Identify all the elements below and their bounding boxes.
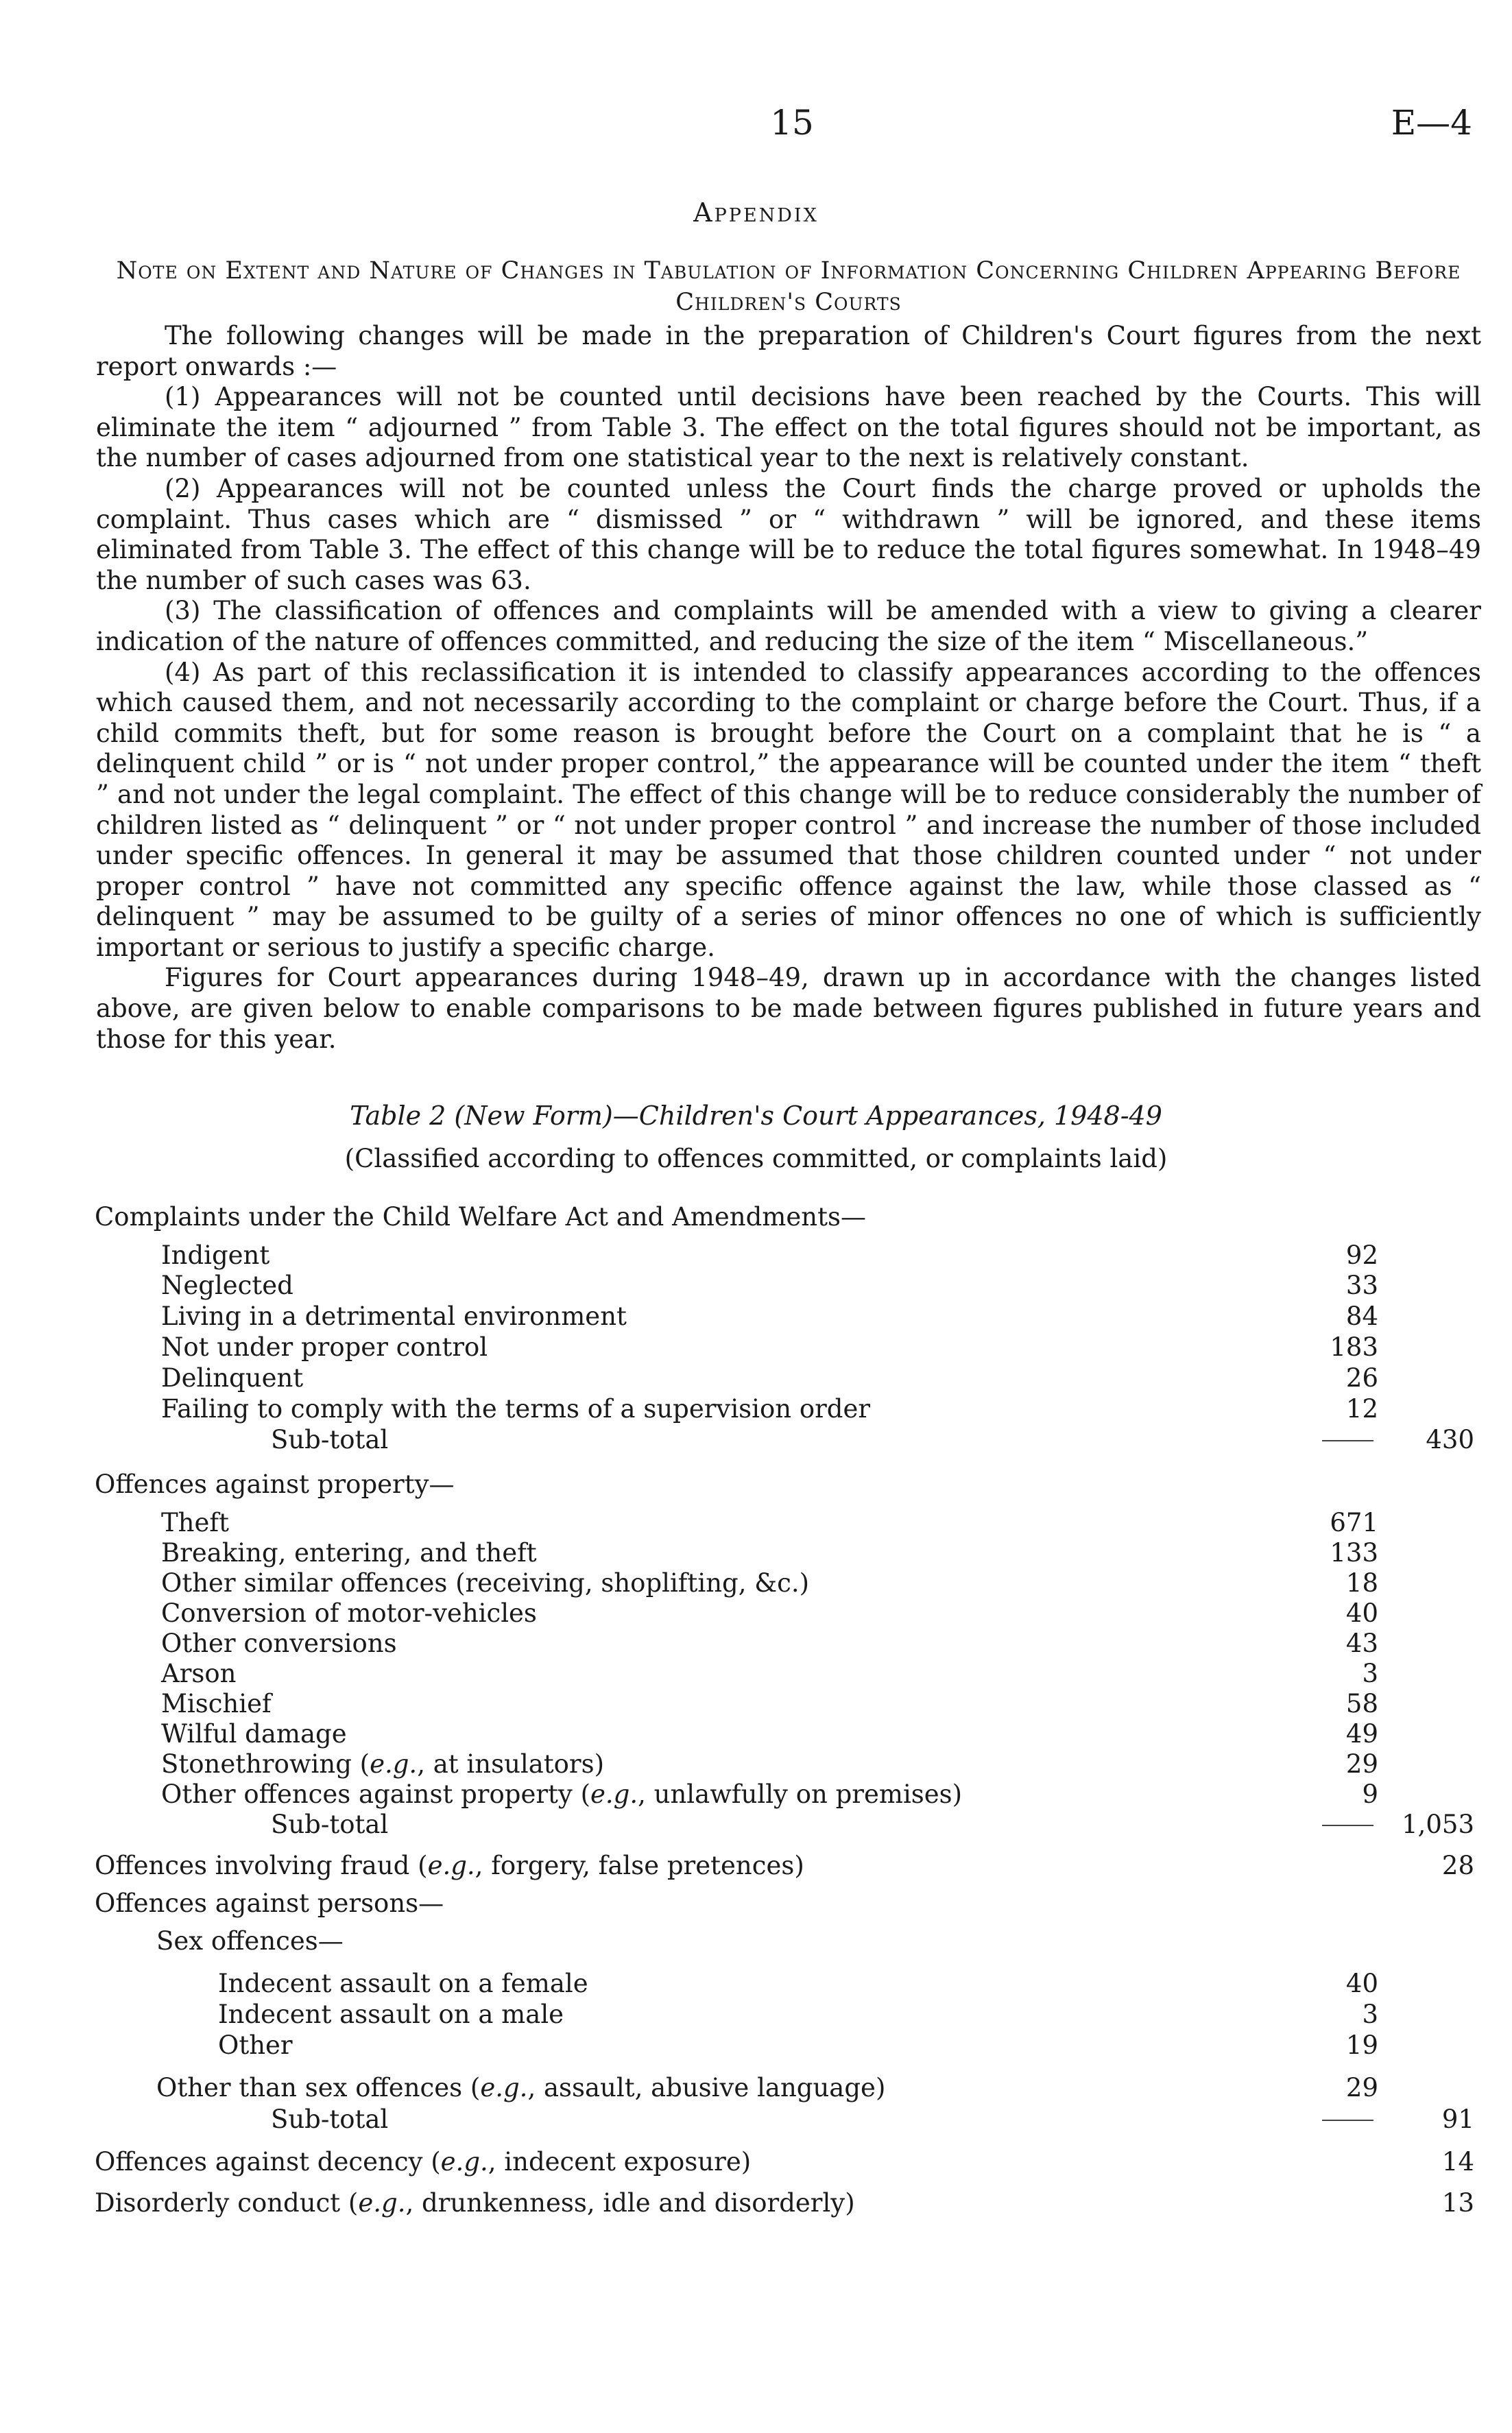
appendix-heading: Appendix: [693, 197, 819, 228]
body-text: [96, 321, 1481, 1055]
paragraph: The following changes will be made in the preparation of Children's Court figures from the next report onwards :—: [96, 321, 1481, 381]
table-subtitle: (Classified according to offences committed, or complaints laid): [344, 1144, 1168, 1173]
document-page: 15 E—4 Appendix Note on Extent and Nature of Changes in Tabulation of Information Concerning Children Appearing Before Children's Courts The following changes will be made in the preparation of Children's Court figures from the next report onwards :— (1) Appearances will not be counted until decisions have been reached by the Courts. This will eliminate the item “ adjourned ” from Table 3. The effect on the total figures should not be important, as the number of cases adjourned from one statistical year to the next is relatively constant. (2) Appearances will not be counted unless the Court finds the charge proved or upholds the complaint. Thus cases which are “ dismissed ” or “ withdrawn ” will be ignored, and these items eliminated from Table 3. The effect of this change will be to reduce the total figures somewhat. In 1948–49 the number of such cases was 63. (3) The classification of offences and complaints will be amended with a view to giving a clearer indication of the nature of offences committed, and reducing the size of the item “ Miscellaneous.” (4) As part of this reclassification it is intended to classify appearances according to the offences which caused them, and not necessarily according to the complaint or charge before the Court. Thus, if a child commits theft, but for some reason is brought before the Court on a complaint that he is “ a delinquent child ” or is “ not under proper control,” the appearance will be counted under the item “ theft ” and not under the legal complaint. The effect of this change will be to reduce considerably the number of children listed as “ delinquent ” or “ not under proper control ” and increase the number of those included under specific offences. In general it may be assumed that those children counted under “ not under proper control ” have not committed any specific offence against the law, while those classed as “ delinquent ” may be assumed to be guilty of a series of minor offences no one of which is sufficiently important or serious to justify a specific charge. Figures for Court appearances during 1948–49, drawn up in accordance with the changes listed above, are given below to enable comparisons to be made between figures published in future years and those for this year. Table 2 (New Form)—Children's Court Appearances, 1948-49 (Classified according to offences committed, or complaints laid) Complaints under the Child Welfare Act and Amendments— Indigent 92 Neglected 33 Living in a detrimental environment 84 Not under proper control 183 Delinquent 26 Failing to comply with the terms of a supervision order 12 Sub-total 430 Offences against property— Theft 671 Breaking, entering, and theft 133 Other similar offences (receiving, shoplifting, &c.) 18 Conversion of motor-vehicles 40 Other conversions 43 Arson 3 Mischief 58 Wilful damage 49 Stonethrowing (e.g., at insulators) 29 Other offences against property (e.g., unlawfully on premises) 9 Sub-total 1,053 Offences involving fraud (e.g., forgery, false pretences) 28 Offences against persons— Sex offences— Indecent assault on a female 40 Indecent assault on a male 3 Other 19 Other than sex offences (e.g., assault, abusive language) 29 Sub-total 91 Offences against decency (e.g., indecent exposure) 14 Disorderly conduct (e.g., drunkenness, idle and disorderly) 13: [0, 0, 1512, 2433]
document-code: E—4: [1391, 103, 1472, 143]
note-title: Note on Extent and Nature of Changes in Tabulation of Information Concerning Children Appearing Before Children's Courts: [116, 257, 1461, 316]
subtotal-rule: [1322, 2120, 1373, 2121]
paragraph: (3) The classification of offences and complaints will be amended with a view to giving a clearer indication of the nature of offences committed, and reducing the size of the item “ Miscellaneous.”: [96, 596, 1481, 656]
paragraph: Figures for Court appearances during 1948–49, drawn up in accordance with the changes listed above, are given below to enable comparisons to be made between figures published in future years and those for this year.: [96, 963, 1481, 1054]
paragraph: (2) Appearances will not be counted unless the Court finds the charge proved or upholds the complaint. Thus cases which are “ dismissed ” or “ withdrawn ” will be ignored, and these items eliminated from Table 3. The effect of this change will be to reduce the total figures somewhat. In 1948–49 the number of such cases was 63.: [96, 473, 1481, 595]
paragraph: (4) As part of this reclassification it is intended to classify appearances according to the offences which caused them, and not necessarily according to the complaint or charge before the Court. Thus, if a child commits theft, but for some reason is brought before the Court on a complaint that he is “ a delinquent child ” or is “ not under proper control,” the appearance will be counted under the item “ theft ” and not under the legal complaint. The effect of this change will be to reduce considerably the number of children listed as “ delinquent ” or “ not under proper control ” and increase the number of those included under specific offences. In general it may be assumed that those children counted under “ not under proper control ” have not committed any specific offence against the law, while those classed as “ delinquent ” may be assumed to be guilty of a series of minor offences no one of which is sufficiently important or serious to justify a specific charge.: [96, 657, 1481, 962]
subtotal-rule: [1322, 1825, 1373, 1826]
subtotal-rule: [1322, 1440, 1373, 1441]
page-number: 15: [770, 103, 814, 143]
table-title: Table 2 (New Form)—Children's Court Appearances, 1948-49: [350, 1101, 1162, 1131]
paragraph: (1) Appearances will not be counted until decisions have been reached by the Courts. This will eliminate the item “ adjourned ” from Table 3. The effect on the total figures should not be important, as the number of cases adjourned from one statistical year to the next is relatively constant.: [96, 382, 1481, 473]
